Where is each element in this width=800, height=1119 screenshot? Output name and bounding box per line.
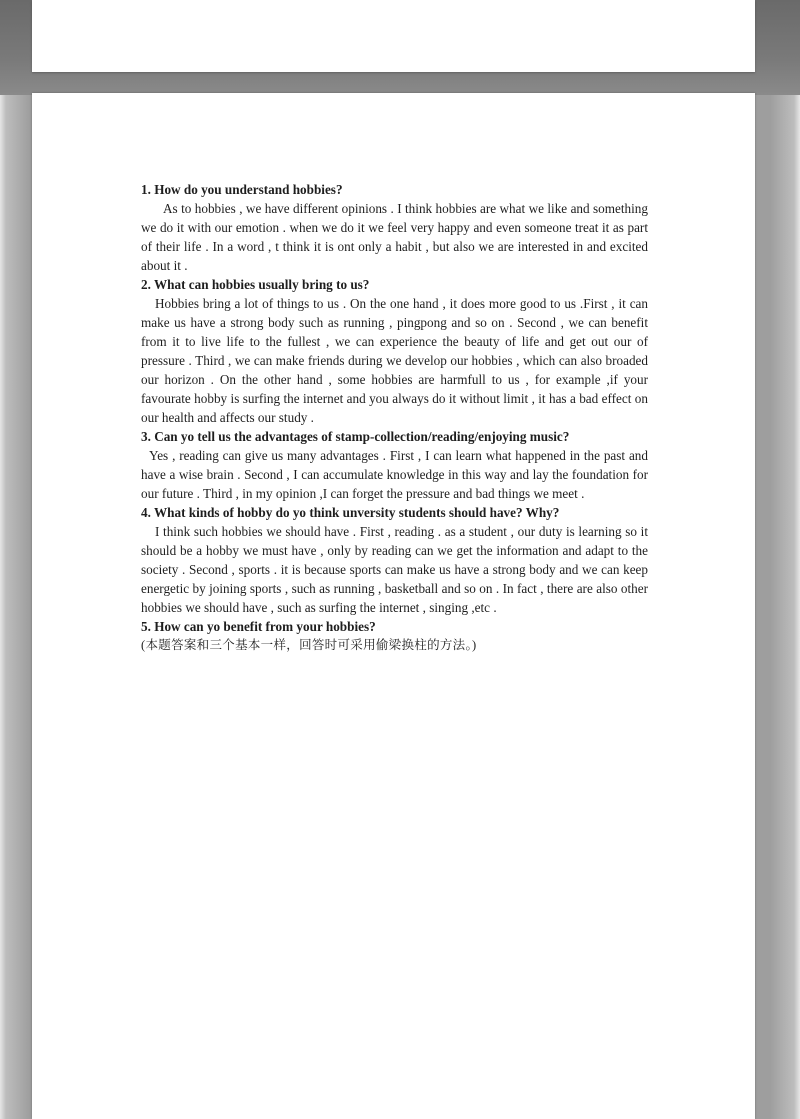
question-1: 1. How do you understand hobbies? [141, 182, 343, 197]
answer-5-note: (本题答案和三个基本一样，回答时可采用偷梁换柱的方法。) [141, 638, 477, 652]
previous-page-sheet [32, 0, 755, 72]
document-content [141, 180, 648, 655]
answer-2: Hobbies bring a lot of things to us . On the one hand , it does more good to us .First , it can make us have a strong body such as running , pingpong and so on . Second , we can benefit from it to live life to the fullest , we can experience the beauty of life and get out our of pressure . Third , we can make friends during we develop our hobbies , which can also broaded our horizon . On the other hand , some hobbies are harmfull to us , for example ,if your favourate hobby is surfing the internet and you always do it without limit , it has a bad effect on our health and affects our study . [141, 296, 648, 425]
answer-3: Yes , reading can give us many advantages . First , I can learn what happened in the past and have a wise brain . Second , I can accumulate knowledge in this way and lay the foundation for our future . Third , in my opinion ,I can forget the pressure and bad things we meet . [141, 448, 648, 501]
question-3: 3. Can yo tell us the advantages of stamp-collection/reading/enjoying music? [141, 429, 570, 444]
answer-1: As to hobbies , we have different opinions . I think hobbies are what we like and something we do it with our emotion . when we do it we feel very happy and even someone treat it as part of their life . In a word , t think it is ont only a habit , but also we are interested in and excited about it . [141, 201, 648, 273]
question-4: 4. What kinds of hobby do yo think unversity students should have? Why? [141, 505, 560, 520]
question-5: 5. How can yo benefit from your hobbies? [141, 619, 376, 634]
answer-4: I think such hobbies we should have . First , reading . as a student , our duty is learning so it should be a hobby we must have , only by reading can we get the information and adapt to the society . Second , sports . it is because sports can make us have a strong body and we can keep energetic by joining sports , such as running , basketball and so on . In fact , there are also other hobbies we should have , such as surfing the internet , singing ,etc . [141, 524, 648, 615]
question-2: 2. What can hobbies usually bring to us? [141, 277, 370, 292]
